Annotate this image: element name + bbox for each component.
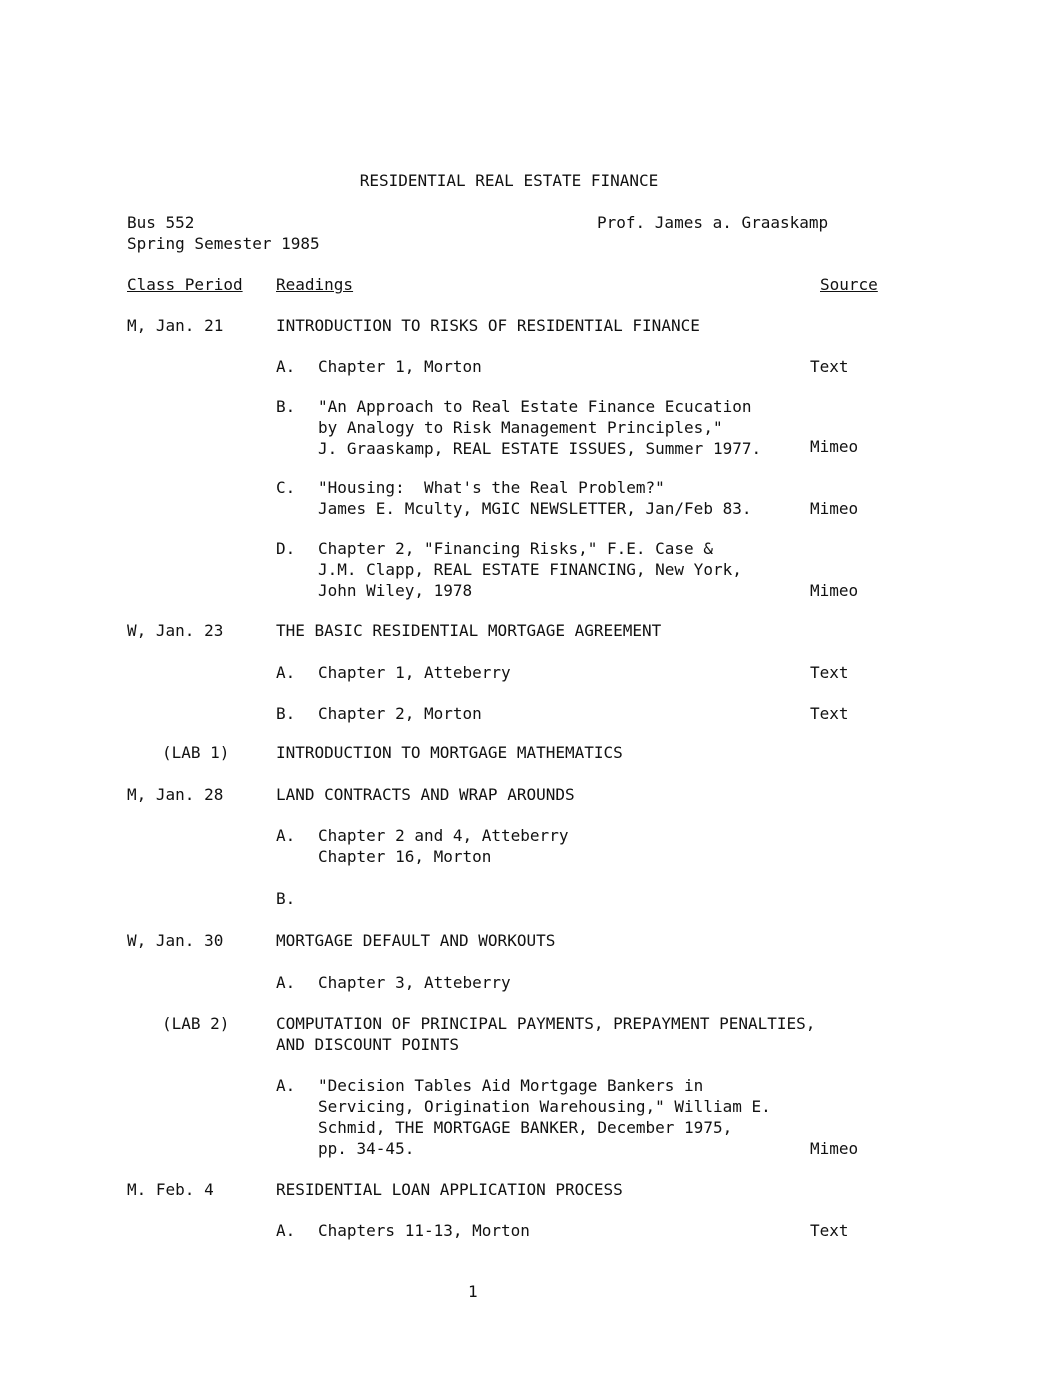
reading-letter: B. bbox=[276, 889, 296, 908]
reading-letter: A. bbox=[276, 357, 296, 376]
reading-source: Text bbox=[810, 704, 849, 723]
reading-text: Chapter 2, Morton bbox=[318, 704, 482, 723]
reading-source: Text bbox=[810, 1221, 849, 1240]
reading-source: Mimeo bbox=[810, 437, 859, 456]
reading-text: "An Approach to Real Estate Finance Ecucation by Analogy to Risk Management Principles," J. Graaskamp, REAL ESTATE ISSUES, Summer 1977. bbox=[318, 397, 762, 458]
reading-source: Mimeo bbox=[810, 581, 859, 600]
reading-source: Mimeo bbox=[810, 1139, 859, 1158]
column-header-class-period: Class Period bbox=[127, 275, 243, 294]
reading-text: Chapter 1, Morton bbox=[318, 357, 482, 376]
document-title: RESIDENTIAL REAL ESTATE FINANCE bbox=[359, 171, 659, 190]
session-date: M. Feb. 4 bbox=[127, 1180, 214, 1199]
session-topic: COMPUTATION OF PRINCIPAL PAYMENTS, PREPAYMENT PENALTIES, AND DISCOUNT POINTS bbox=[276, 1014, 816, 1054]
reading-text: Chapter 1, Atteberry bbox=[318, 663, 511, 682]
session-topic: MORTGAGE DEFAULT AND WORKOUTS bbox=[276, 931, 556, 950]
reading-source: Text bbox=[810, 663, 849, 682]
column-header-source: Source bbox=[820, 275, 878, 294]
reading-letter: B. bbox=[276, 704, 296, 723]
session-date: M, Jan. 28 bbox=[127, 785, 224, 804]
session-topic: THE BASIC RESIDENTIAL MORTGAGE AGREEMENT bbox=[276, 621, 662, 640]
reading-text: Chapters 11-13, Morton bbox=[318, 1221, 530, 1240]
reading-letter: A. bbox=[276, 1076, 296, 1095]
column-header-readings: Readings bbox=[276, 275, 354, 294]
lab-label: (LAB 2) bbox=[162, 1014, 230, 1033]
reading-text: "Decision Tables Aid Mortgage Bankers in Servicing, Origination Warehousing," William E. Schmid, THE MORTGAGE BANKER, December 1975, pp. 34-45. bbox=[318, 1076, 771, 1158]
reading-text: Chapter 2 and 4, Atteberry Chapter 16, Morton bbox=[318, 826, 569, 866]
lab-label: (LAB 1) bbox=[162, 743, 230, 762]
professor-name: Prof. James a. Graaskamp bbox=[597, 213, 829, 232]
reading-letter: C. bbox=[276, 478, 296, 497]
session-topic: INTRODUCTION TO MORTGAGE MATHEMATICS bbox=[276, 743, 623, 762]
reading-source: Text bbox=[810, 357, 849, 376]
session-topic: LAND CONTRACTS AND WRAP AROUNDS bbox=[276, 785, 575, 804]
reading-letter: A. bbox=[276, 663, 296, 682]
reading-text: Chapter 3, Atteberry bbox=[318, 973, 511, 992]
reading-letter: A. bbox=[276, 973, 296, 992]
reading-text: Chapter 2, "Financing Risks," F.E. Case & J.M. Clapp, REAL ESTATE FINANCING, New York, John Wiley, 1978 bbox=[318, 539, 742, 600]
semester: Spring Semester 1985 bbox=[127, 234, 320, 253]
session-topic: INTRODUCTION TO RISKS OF RESIDENTIAL FINANCE bbox=[276, 316, 700, 335]
course-code: Bus 552 bbox=[127, 213, 195, 232]
reading-text: "Housing: What's the Real Problem?" James E. Mculty, MGIC NEWSLETTER, Jan/Feb 83. bbox=[318, 478, 752, 518]
session-date: W, Jan. 23 bbox=[127, 621, 224, 640]
reading-letter: B. bbox=[276, 397, 296, 416]
session-date: W, Jan. 30 bbox=[127, 931, 224, 950]
reading-letter: A. bbox=[276, 1221, 296, 1240]
reading-source: Mimeo bbox=[810, 499, 859, 518]
reading-letter: D. bbox=[276, 539, 296, 558]
session-topic: RESIDENTIAL LOAN APPLICATION PROCESS bbox=[276, 1180, 623, 1199]
reading-letter: A. bbox=[276, 826, 296, 845]
page-number: 1 bbox=[468, 1282, 478, 1301]
session-date: M, Jan. 21 bbox=[127, 316, 224, 335]
